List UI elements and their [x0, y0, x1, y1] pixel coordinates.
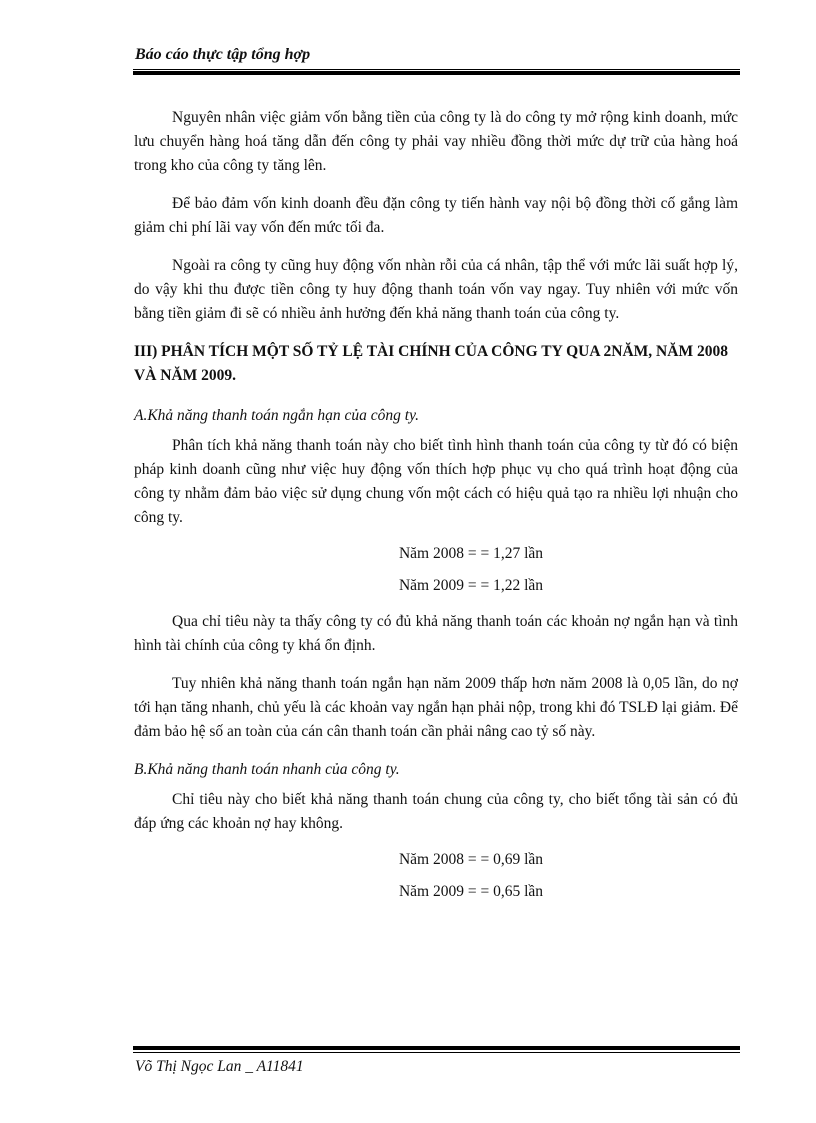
header-rule-thin — [133, 69, 740, 70]
paragraph: Qua chỉ tiêu này ta thấy công ty có đủ khả năng thanh toán các khoản nợ ngắn hạn và tình hình tài chính của công ty khá ổn định. — [134, 613, 738, 654]
formula-2008-quick: Năm 2008 = = 0,69 lần — [398, 851, 544, 868]
footer-rule-thick — [133, 1046, 740, 1050]
paragraph: Nguyên nhân việc giảm vốn bằng tiền của công ty là do công ty mở rộng kinh doanh, mức lưu chuyển hàng hoá tăng dẫn đến công ty phải vay nhiều đồng thời mức dự trữ của hàng hoá trong kho của công ty tăng lên. — [134, 109, 738, 174]
footer-rule-thin — [133, 1052, 740, 1053]
paragraph: Để bảo đảm vốn kinh doanh đều đặn công ty tiến hành vay nội bộ đồng thời cố gắng làm giảm chi phí lãi vay vốn đến mức tối đa. — [134, 195, 738, 236]
header-title: Báo cáo thực tập tổng hợp — [135, 46, 311, 63]
paragraph: Phân tích khả năng thanh toán này cho biết tình hình thanh toán của công ty từ đó có biện pháp kinh doanh cũng như việc huy động vốn thích hợp phục vụ cho quá trình hoạt động của công ty nhằm đảm bảo việc sử dụng chung vốn một cách có hiệu quả tạo ra nhiều lợi nhuận cho công ty. — [134, 437, 738, 526]
paragraph: Tuy nhiên khả năng thanh toán ngắn hạn năm 2009 thấp hơn năm 2008 là 0,05 lần, do nợ tới hạn tăng nhanh, chủ yếu là các khoản vay ngắn hạn phải nộp, trong khi đó TSLĐ lại giảm. Để đảm bảo hệ số an toàn của cán cân thanh toán cần phải nâng cao tỷ số này. — [134, 675, 738, 740]
formula-2008-current: Năm 2008 = = 1,27 lần — [398, 545, 544, 562]
paragraph: Ngoài ra công ty cũng huy động vốn nhàn rỗi của cá nhân, tập thể với mức lãi suất hợp lý, do vậy khi thu được tiền công ty huy động thanh toán vốn vay ngay. Tuy nhiên với mức vốn bằng tiền giảm đi sẽ có nhiều ảnh hưởng đến khả năng thanh toán của công ty. — [134, 257, 738, 322]
section-heading: III) PHÂN TÍCH MỘT SỐ TỶ LỆ TÀI CHÍNH CỦA CÔNG TY QUA 2NĂM, NĂM 2008 VÀ NĂM 2009. — [134, 343, 728, 384]
header-rule-thick — [133, 71, 740, 75]
document-body — [134, 106, 738, 904]
formula-2009-quick: Năm 2009 = = 0,65 lần — [398, 883, 544, 900]
subsection-b-title: B.Khả năng thanh toán nhanh của công ty. — [134, 761, 400, 778]
footer-author: Võ Thị Ngọc Lan _ A11841 — [135, 1058, 304, 1075]
formula-2009-current: Năm 2009 = = 1,22 lần — [398, 577, 544, 594]
subsection-a-title: A.Khả năng thanh toán ngắn hạn của công ty. — [134, 407, 420, 424]
paragraph: Chỉ tiêu này cho biết khả năng thanh toán chung của công ty, cho biết tổng tài sản có đủ đáp ứng các khoản nợ hay không. — [134, 791, 738, 832]
